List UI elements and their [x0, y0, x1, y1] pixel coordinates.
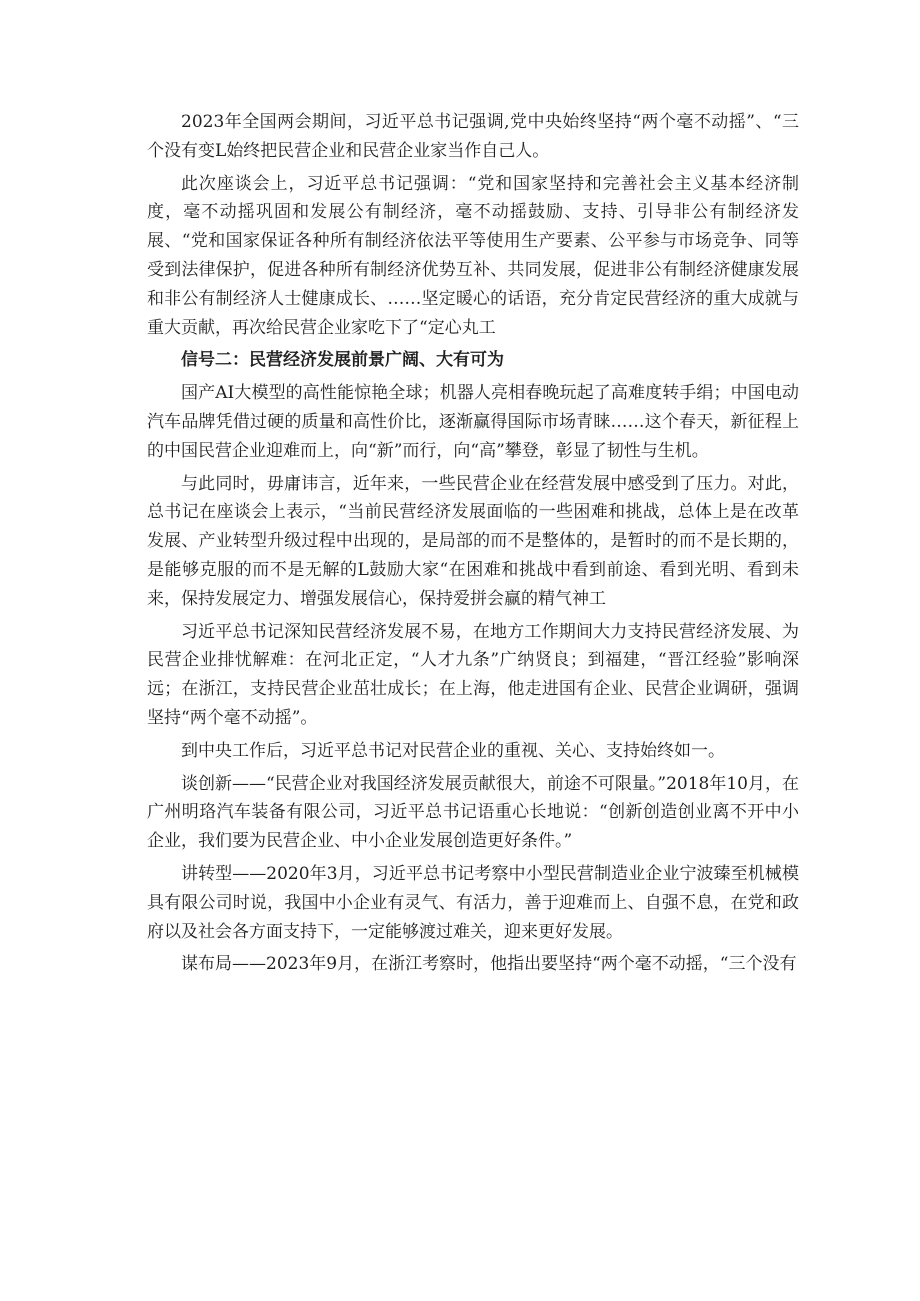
paragraph-6: 到中央工作后，习近平总书记对民营企业的重视、关心、支持始终如一。	[181, 740, 725, 761]
paragraph-3: 国产AI大模型的高性能惊艳全球；机器人亮相春晚玩起了高难度转手绢；中国电动汽车品牌凭借过硬的质量和高性价比，逐渐赢得国际市场青睐……这个春天，新征程上的中国民营企业迎难而上，向“新”而行，向“高”攀登，彰显了韧性与生机。	[147, 383, 799, 461]
paragraph-9: 谋布局——2023年9月，在浙江考察时，他指出要坚持“两个毫不动摇，“三个没有	[181, 954, 797, 975]
paragraph-5: 习近平总书记深知民营经济发展不易，在地方工作期间大力支持民营经济发展、为民营企业排忧解难：在河北正定，“人才九条”广纳贤良；到福建，“晋江经验”影响深远；在浙江，支持民营企业茁壮成长；在上海，他走进国有企业、民营企业调研，强调坚持“两个毫不动摇”。	[147, 621, 799, 728]
paragraph-8: 讲转型——2020年3月，习近平总书记考察中小型民营制造业企业宁波臻至机械模具有限公司时说，我国中小企业有灵气、有活力，善于迎难而上、自强不息，在党和政府以及社会各方面支持下，一定能够渡过难关，迎来更好发展。	[147, 863, 799, 942]
paragraph-4: 与此同时，毋庸讳言，近年来，一些民营企业在经营发展中感受到了压力。对此，总书记在座谈会上表示，“当前民营经济发展面临的一些困难和挑战，总体上是在改革发展、产业转型升级过程中出现的，是局部的而不是整体的，是暂时的而不是长期的，是能够克服的而不是无解的L鼓励大家“在困难和挑战中看到前途、看到光明、看到未来，保持发展定力、增强发展信心，保持爱拼会赢的精气神工	[147, 473, 799, 609]
paragraph-2: 此次座谈会上，习近平总书记强调：“党和国家坚持和完善社会主义基本经济制度，毫不动摇巩固和发展公有制经济，毫不动摇鼓励、支持、引导非公有制经济发展、“党和国家保证各种所有制经济依法平等使用生产要素、公平参与市场竞争、同等受到法律保护，促进各种所有制经济优势互补、共同发展，促进非公有制经济健康发展和非公有制经济人士健康成长、……坚定暖心的话语，充分肯定民营经济的重大成就与重大贡献，再次给民营企业家吃下了“定心丸工	[147, 173, 799, 338]
document-body	[147, 108, 799, 983]
paragraph-1: 2023年全国两会期间，习近平总书记强调,党中央始终坚持“两个毫不动摇”、“三个没有变L始终把民营企业和民营企业家当作自己人。	[147, 112, 799, 161]
section-heading-signal-2: 信号二：民营经济发展前景广阔、大有可为	[181, 350, 504, 371]
paragraph-7: 谈创新——“民营企业对我国经济发展贡献很大，前途不可限量。”2018年10月，在广州明珞汽车装备有限公司，习近平总书记语重心长地说：“创新创造创业离不开中小企业，我们要为民营企业、中小企业发展创造更好条件。”	[147, 773, 799, 852]
